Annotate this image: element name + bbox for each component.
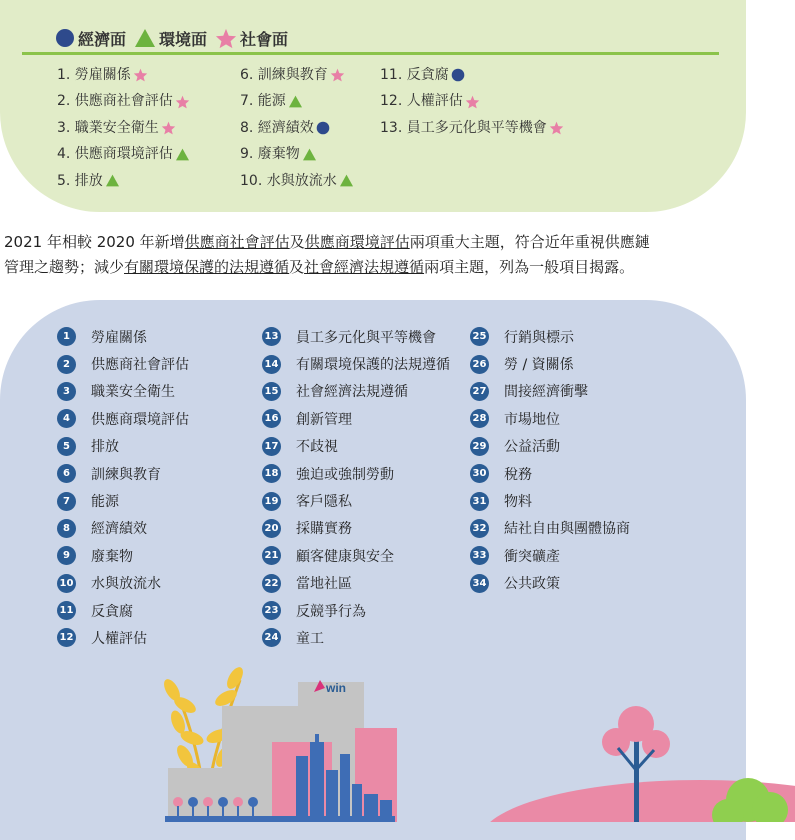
topic-label: 供應商社會評估 (91, 357, 189, 374)
number-badge: 2 (57, 355, 76, 374)
list-item (262, 515, 450, 542)
number-badge: 21 (262, 546, 281, 565)
text: 2021 年相較 2020 年新增 (4, 233, 185, 251)
list-item (57, 570, 189, 597)
topic-label: 排放 (91, 439, 119, 456)
list-item (57, 460, 189, 487)
list-item (470, 405, 630, 432)
number-badge: 27 (470, 382, 489, 401)
triangle-icon (105, 174, 120, 187)
list-item (470, 542, 630, 569)
topic-label: 有關環境保護的法規遵循 (296, 357, 450, 374)
number-badge: 10 (57, 574, 76, 593)
list-item (262, 570, 450, 597)
topic-label: 職業安全衛生 (91, 384, 175, 401)
number-badge: 17 (262, 437, 281, 456)
topic-label: 反競爭行為 (296, 603, 366, 620)
star-icon (549, 121, 564, 135)
topic-label: 公益活動 (504, 439, 560, 456)
circle-icon (316, 121, 330, 135)
list-item (57, 405, 189, 432)
legend-economic (55, 27, 126, 50)
star-icon (465, 95, 480, 109)
topic-label: 衝突礦產 (504, 548, 560, 565)
triangle-icon (302, 148, 317, 161)
number-badge: 19 (262, 492, 281, 511)
list-item: 4. 供應商環境評估 (57, 141, 190, 167)
number-badge: 11 (57, 601, 76, 620)
number-badge: 18 (262, 464, 281, 483)
topic-label: 勞雇關係 (91, 329, 147, 346)
list-item (57, 487, 189, 514)
list-item: 7. 能源 (240, 88, 354, 114)
list-item (57, 542, 189, 569)
legend-label: 環境面 (159, 29, 208, 49)
ground-line (165, 816, 395, 822)
list-item (57, 323, 189, 350)
topic-label: 反貪腐 (91, 603, 133, 620)
number-badge: 25 (470, 327, 489, 346)
topic-label: 稅務 (504, 466, 532, 483)
topic-label: 水與放流水 (91, 576, 161, 593)
list-item: 10. 水與放流水 (240, 168, 354, 194)
all-topics-column-3 (470, 323, 630, 597)
number-badge: 23 (262, 601, 281, 620)
legend-environmental (134, 27, 207, 50)
topic-column-2 (240, 62, 354, 194)
triangle-icon (288, 95, 303, 108)
number-badge: 13 (262, 327, 281, 346)
number-badge: 32 (470, 519, 489, 538)
legend (55, 26, 296, 50)
list-item (57, 350, 189, 377)
underlined-topic: 有關環境保護的法規遵循 (124, 258, 290, 276)
topic-label: 訓練與教育 (91, 466, 161, 483)
list-item: 6. 訓練與教育 (240, 62, 354, 88)
topic-column-3 (380, 62, 564, 141)
number-badge: 24 (262, 628, 281, 647)
topic-label: 市場地位 (504, 411, 560, 428)
underlined-topic: 供應商環境評估 (304, 233, 410, 251)
topic-label: 強迫或強制勞動 (296, 466, 394, 483)
list-item (57, 515, 189, 542)
list-item (262, 624, 450, 651)
triangle-icon (134, 28, 156, 48)
number-badge: 28 (470, 409, 489, 428)
number-badge: 8 (57, 519, 76, 538)
topic-label: 間接經濟衝擊 (504, 384, 588, 401)
star-icon (330, 68, 345, 82)
triangle-icon (175, 148, 190, 161)
list-item (262, 597, 450, 624)
list-item: 8. 經濟績效 (240, 115, 354, 141)
list-item (57, 624, 189, 651)
list-item (262, 460, 450, 487)
star-icon (175, 95, 190, 109)
legend-label: 社會面 (240, 29, 289, 49)
list-item: 3. 職業安全衛生 (57, 115, 190, 141)
paragraph-line (4, 230, 764, 255)
number-badge: 31 (470, 492, 489, 511)
number-badge: 3 (57, 382, 76, 401)
list-item: 2. 供應商社會評估 (57, 88, 190, 114)
all-topics-column-1 (57, 323, 189, 652)
underlined-topic: 社會經濟法規遵循 (304, 258, 425, 276)
list-item (262, 378, 450, 405)
list-item (470, 350, 630, 377)
legend-label: 經濟面 (78, 29, 127, 49)
topic-label: 勞 / 資關係 (504, 357, 574, 374)
topic-column-1 (57, 62, 190, 194)
list-item (470, 323, 630, 350)
list-item (470, 460, 630, 487)
list-item: 12. 人權評估 (380, 88, 564, 114)
list-item: 9. 廢棄物 (240, 141, 354, 167)
list-item (57, 378, 189, 405)
topic-label: 童工 (296, 630, 324, 647)
text: 兩項主題，列為一般項目揭露。 (424, 258, 635, 276)
topic-label: 能源 (91, 494, 119, 511)
topic-label: 物料 (504, 494, 532, 511)
number-badge: 26 (470, 355, 489, 374)
list-item (470, 515, 630, 542)
number-badge: 1 (57, 327, 76, 346)
number-badge: 5 (57, 437, 76, 456)
topic-label: 廢棄物 (91, 548, 133, 565)
text: 及 (289, 233, 305, 251)
triangle-icon (339, 174, 354, 187)
circle-icon (451, 68, 465, 82)
list-item (470, 487, 630, 514)
number-badge: 20 (262, 519, 281, 538)
list-item: 1. 勞雇關係 (57, 62, 190, 88)
city-illustration (0, 660, 795, 822)
list-item (262, 350, 450, 377)
legend-social (215, 27, 288, 50)
text: 管理之趨勢；減少 (4, 258, 125, 276)
list-item (470, 378, 630, 405)
all-topics-column-2 (262, 323, 450, 652)
circle-icon (55, 28, 75, 48)
number-badge: 33 (470, 546, 489, 565)
number-badge: 22 (262, 574, 281, 593)
topic-label: 員工多元化與平等機會 (296, 329, 436, 346)
topic-label: 經濟績效 (91, 521, 147, 538)
topic-label: 創新管理 (296, 411, 352, 428)
number-badge: 30 (470, 464, 489, 483)
topic-label: 公共政策 (504, 576, 560, 593)
number-badge: 4 (57, 409, 76, 428)
legend-divider (22, 52, 719, 55)
list-item (262, 542, 450, 569)
underlined-topic: 供應商社會評估 (184, 233, 290, 251)
number-badge: 12 (57, 628, 76, 647)
topic-label: 客戶隱私 (296, 494, 352, 511)
star-icon (161, 121, 176, 135)
list-item (57, 597, 189, 624)
number-badge: 9 (57, 546, 76, 565)
star-icon (133, 68, 148, 82)
topic-label: 社會經濟法規遵循 (296, 384, 408, 401)
list-item (262, 405, 450, 432)
number-badge: 15 (262, 382, 281, 401)
list-item (57, 433, 189, 460)
number-badge: 7 (57, 492, 76, 511)
topic-label: 人權評估 (91, 630, 147, 647)
paragraph-line (4, 255, 764, 280)
topic-label: 供應商環境評估 (91, 411, 189, 428)
list-item (470, 433, 630, 460)
number-badge: 14 (262, 355, 281, 374)
number-badge: 6 (57, 464, 76, 483)
number-badge: 29 (470, 437, 489, 456)
text: 兩項重大主題，符合近年重視供應鏈 (409, 233, 650, 251)
topic-label: 結社自由與團體協商 (504, 521, 630, 538)
list-item (262, 433, 450, 460)
number-badge: 16 (262, 409, 281, 428)
topic-label: 顧客健康與安全 (296, 548, 394, 565)
list-item: 11. 反貪腐 (380, 62, 564, 88)
list-item: 5. 排放 (57, 168, 190, 194)
topic-label: 行銷與標示 (504, 329, 574, 346)
list-item: 13. 員工多元化與平等機會 (380, 115, 564, 141)
win-logo: win (326, 681, 346, 695)
topic-label: 當地社區 (296, 576, 352, 593)
number-badge: 34 (470, 574, 489, 593)
topic-label: 不歧視 (296, 439, 338, 456)
list-item (262, 323, 450, 350)
topic-label: 採購實務 (296, 521, 352, 538)
list-item (470, 570, 630, 597)
list-item (262, 487, 450, 514)
star-icon (215, 28, 237, 49)
text: 及 (289, 258, 305, 276)
summary-paragraph (4, 230, 764, 280)
